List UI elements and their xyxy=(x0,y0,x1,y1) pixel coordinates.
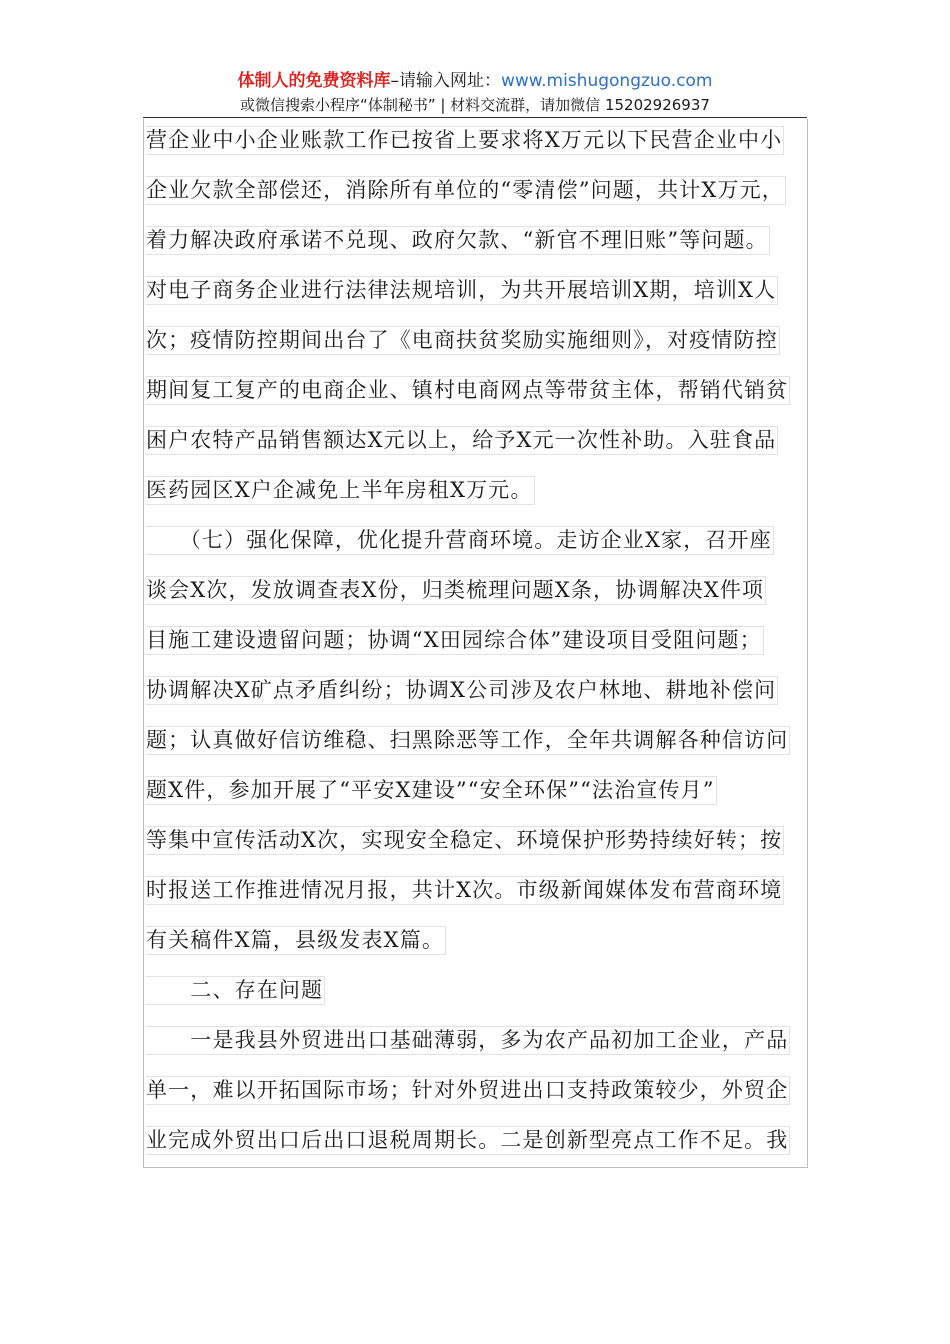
text-line-content: 单一，难以开拓国际市场；针对外贸进出口支持政策较少，外贸企 xyxy=(146,1076,790,1105)
text-line xyxy=(146,1126,846,1176)
text-line xyxy=(146,526,846,576)
text-line-content: 目施工建设遗留问题；协调“X田园综合体”建设项目受阻问题； xyxy=(146,626,764,655)
banner-prompt: –请输入网址： xyxy=(390,71,501,91)
text-line-content: 对电子商务企业进行法律法规培训，为共开展培训X期，培训X人 xyxy=(146,276,778,305)
text-line xyxy=(146,426,846,476)
text-line-content: 期间复工复产的电商企业、镇村电商网点等带贫主体，帮销代销贫 xyxy=(146,376,790,405)
text-line-content: （七）强化保障，优化提升营商环境。走访企业X家，召开座 xyxy=(146,526,774,555)
text-line xyxy=(146,926,846,976)
banner-line-1 xyxy=(143,68,807,94)
text-line-content: 题；认真做好信访维稳、扫黑除恶等工作，全年共调解各种信访问 xyxy=(146,726,790,755)
section-heading xyxy=(146,976,846,1026)
text-line-content: 一是我县外贸进出口基础薄弱，多为农产品初加工企业，产品 xyxy=(146,1026,790,1055)
text-line xyxy=(146,826,846,876)
text-line xyxy=(146,1026,846,1076)
text-line-content: 医药园区X户企减免上半年房租X万元。 xyxy=(146,476,535,505)
text-line xyxy=(146,226,846,276)
text-line-content: 企业欠款全部偿还，消除所有单位的“零清偿”问题，共计X万元， xyxy=(146,176,786,205)
text-line-content: 业完成外贸出口后出口退税周期长。二是创新型亮点工作不足。我 xyxy=(146,1126,790,1155)
text-line xyxy=(146,676,846,726)
text-line xyxy=(146,276,846,326)
document-body xyxy=(146,126,846,1176)
banner-line-2: 或微信搜索小程序“体制秘书” | 材料交流群，请加微信 15202926937 xyxy=(240,96,710,114)
text-line-content: 营企业中小企业账款工作已按省上要求将X万元以下民营企业中小 xyxy=(146,126,784,155)
text-line xyxy=(146,576,846,626)
text-line-content: 着力解决政府承诺不兑现、政府欠款、“新官不理旧账”等问题。 xyxy=(146,226,770,255)
banner-brand: 体制人的免费资料库 xyxy=(237,71,391,91)
text-line xyxy=(146,176,846,226)
text-line-content: 谈会X次，发放调查表X份，归类梳理问题X条，协调解决X件项 xyxy=(146,576,766,605)
text-line xyxy=(146,776,846,826)
text-line-content: 协调解决X矿点矛盾纠纷；协调X公司涉及农户林地、耕地补偿问 xyxy=(146,676,778,705)
text-line-content: 次；疫情防控期间出台了《电商扶贫奖励实施细则》，对疫情防控 xyxy=(146,326,780,355)
header-divider xyxy=(143,117,807,118)
section-heading-text: 二、存在问题 xyxy=(146,976,325,1005)
text-line-content: 有关稿件X篇，县级发表X篇。 xyxy=(146,926,446,955)
text-line xyxy=(146,376,846,426)
text-line xyxy=(146,326,846,376)
text-line-content: 等集中宣传活动X次，实现安全稳定、环境保护形势持续好转；按 xyxy=(146,826,784,855)
text-line-content: 题X件，参加开展了“平安X建设”“安全环保”“法治宣传月” xyxy=(146,776,717,805)
text-line xyxy=(146,476,846,526)
site-banner xyxy=(143,68,807,116)
text-line xyxy=(146,1076,846,1126)
text-line xyxy=(146,876,846,926)
text-line-content: 时报送工作推进情况月报，共计X次。市级新闻媒体发布营商环境 xyxy=(146,876,784,905)
text-line xyxy=(146,726,846,776)
text-line xyxy=(146,126,846,176)
text-line-content: 困户农特产品销售额达X元以上，给予X元一次性补助。入驻食品 xyxy=(146,426,778,455)
text-line xyxy=(146,626,846,676)
banner-url-link[interactable]: www.mishugongzuo.com xyxy=(500,71,713,91)
